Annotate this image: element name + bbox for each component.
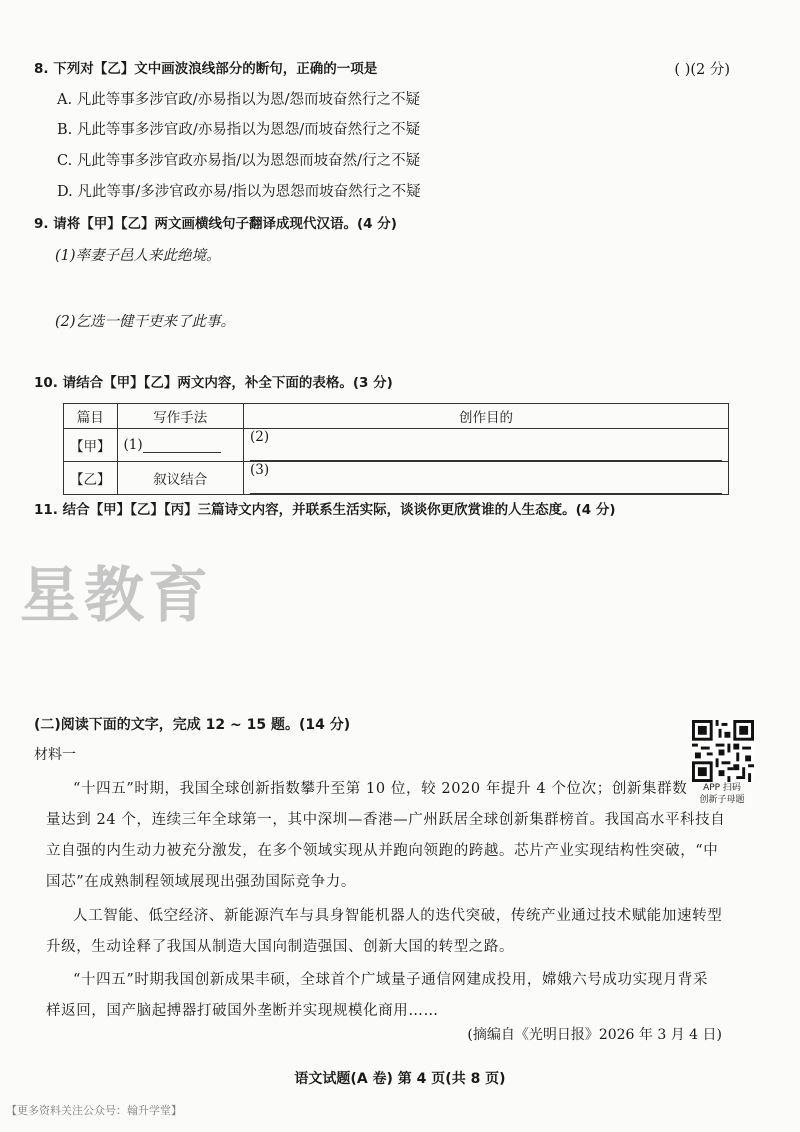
para2-line1: 人工智能、低空经济、新能源汽车与具身智能机器人的迭代突破，传统产业通过技术赋能加速转型 [73, 908, 723, 924]
question-10-stem: 10. 请结合【甲】【乙】两文内容，补全下面的表格。(3 分) [34, 375, 393, 391]
row-jia-title: 【甲】 [64, 429, 118, 462]
q8-option-c: C. 凡此等事多涉官政亦易指/以为恩怨而坡奋然/行之不疑 [57, 153, 421, 169]
row-yi-title: 【乙】 [64, 462, 118, 495]
para3-line1: “十四五”时期我国创新成果丰硕，全球首个广域量子通信网建成投用，嫦娥六号成功实现月背采 [73, 972, 709, 988]
header-purpose: 创作目的 [244, 404, 729, 429]
watermark-logo: 星教育 [20, 561, 212, 631]
q8-option-d: D. 凡此等事/多涉官政亦易/指以为恩怨而坡奋然行之不疑 [57, 184, 421, 200]
material-label: 材料一 [34, 747, 76, 763]
q8-option-a: A. 凡此等事多涉官政/亦易指以为恩/怨而坡奋然行之不疑 [57, 92, 420, 108]
para3-line2: 样返回，国产脑起搏器打破国外垄断并实现规模化商用…… [46, 1003, 439, 1019]
question-8-stem: 8. 下列对【乙】文中画波浪线部分的断句，正确的一项是 [34, 61, 378, 77]
para2-line2: 升级，生动诠释了我国从制造大国向制造强国、创新大国的转型之路。 [46, 939, 515, 955]
question-9-stem: 9. 请将【甲】【乙】两文画横线句子翻译成现代汉语。(4 分) [34, 216, 397, 232]
q8-option-b: B. 凡此等事多涉官政/亦易指以为恩怨/而坡奋然行之不疑 [57, 122, 421, 138]
header-title: 篇目 [64, 404, 118, 429]
row-jia-purpose[interactable]: (2) [244, 429, 729, 462]
row-yi-method: 叙议结合 [117, 462, 244, 495]
question-11-stem: 11. 结合【甲】【乙】【丙】三篇诗文内容，并联系生活实际，谈谈你更欣赏谁的人生态度。(4 分) [34, 502, 616, 518]
q9-sentence-2: (2)乞选一健干吏来了此事。 [55, 314, 236, 330]
para1-line4: 国芯”在成熟制程领域展现出强劲国际竞争力。 [46, 874, 357, 890]
article-source: (摘编自《光明日报》2026 年 3 月 4 日) [467, 1027, 722, 1043]
qr-code-icon[interactable] [692, 720, 754, 782]
para1-line3: 立自强的内生动力被充分激发，在多个领域实现从并跑向领跑的跨越。芯片产业实现结构性突破，“中 [46, 843, 719, 859]
q9-sentence-1: (1)率妻子邑人来此绝境。 [55, 248, 221, 264]
row-jia-method[interactable]: (1) [117, 429, 244, 462]
header-method: 写作手法 [117, 404, 244, 429]
row-yi-purpose[interactable]: (3) [244, 462, 729, 495]
page-footer: 语文试题(A 卷) 第 4 页(共 8 页) [294, 1071, 506, 1087]
question-8-score: ( )(2 分) [674, 62, 730, 78]
section-2-heading: (二)阅读下面的文字，完成 12 ~ 15 题。(14 分) [34, 717, 351, 733]
promo-text: 【更多资料关注公众号：翰升学堂】 [6, 1104, 182, 1117]
para1-line1: “十四五”时期，我国全球创新指数攀升至第 10 位，较 2020 年提升 4 个位次；创新集群数 [73, 781, 688, 797]
para1-line2: 量达到 24 个，连续三年全球第一，其中深圳—香港—广州跃居全球创新集群榜首。我国高水平科技自 [46, 812, 726, 828]
qr-caption: APP 扫码 创新子母题 [699, 783, 745, 805]
q10-table [63, 403, 729, 495]
